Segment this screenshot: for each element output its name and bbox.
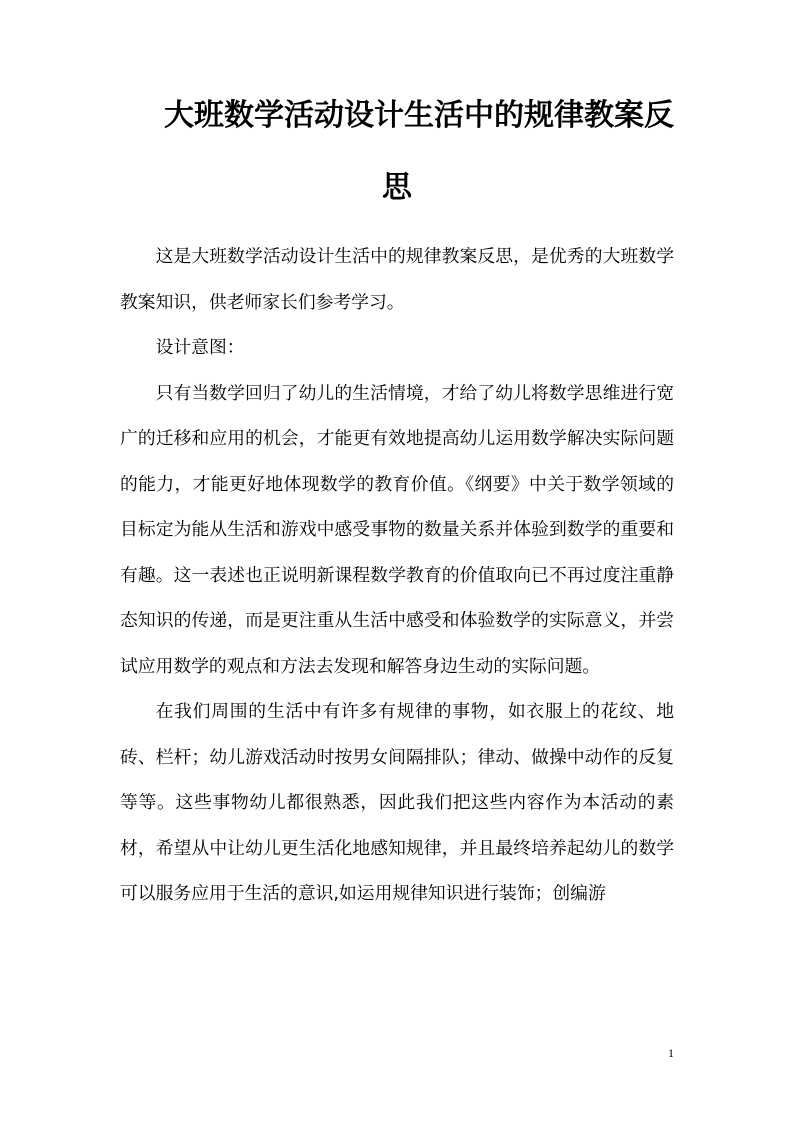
- design-intent-heading: 设计意图：: [155, 337, 245, 358]
- intro-paragraph: 这是大班数学活动设计生活中的规律教案反思，是优秀的大班数学教案知识，供老师家长们参考学习。: [120, 246, 674, 313]
- body-paragraph-2: 在我们周围的生活中有许多有规律的事物，如衣服上的花纹、地砖、栏杆；幼儿游戏活动时按男女间隔排队；律动、做操中动作的反复等等。这些事物幼儿都很熟悉，因此我们把这些内容作为本活动的素材，希望从中让幼儿更生活化地感知规律，并且最终培养起幼儿的数学可以服务应用于生活的意识,如运用规律知识进行装饰；创编游: [120, 701, 674, 904]
- document-body: [120, 234, 674, 917]
- document-title-line-2: 思: [382, 170, 412, 205]
- page-number: 1: [668, 1046, 674, 1060]
- document-title-line-1: 大班数学活动设计生活中的规律教案反: [164, 98, 674, 133]
- body-paragraph-1: 只有当数学回归了幼儿的生活情境，才给了幼儿将数学思维进行宽广的迁移和应用的机会，才能更有效地提高幼儿运用数学解决实际问题的能力，才能更好地体现数学的教育价值。《纲要》中关于数学领域的目标定为能从生活和游戏中感受事物的数量关系并体验到数学的重要和有趣。这一表述也正说明新课程数学教育的价值取向已不再过度注重静态知识的传递，而是更注重从生活中感受和体验数学的实际意义，并尝试应用数学的观点和方法去发现和解答身边生动的实际问题。: [120, 382, 674, 677]
